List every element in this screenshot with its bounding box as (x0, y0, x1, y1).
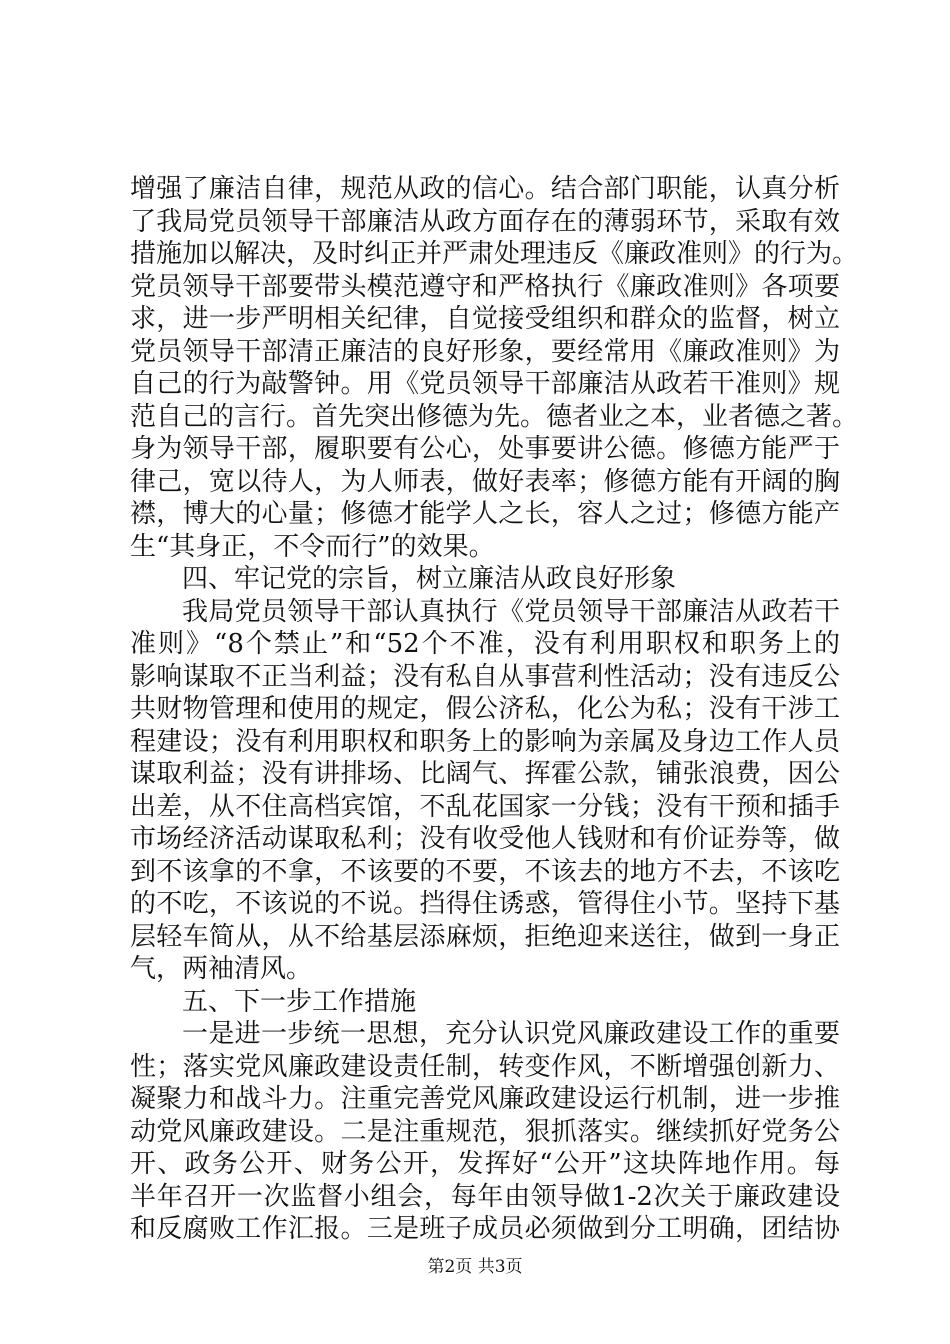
text-line: 的不吃，不该说的不说。挡得住诱惑，管得住小节。坚持下基 (130, 889, 840, 919)
text-line: 和反腐败工作汇报。三是班子成员必须做到分工明确，团结协 (130, 1214, 840, 1244)
text-line: 律己，宽以待人，为人师表，做好表率；修德方能有开阔的胸 (130, 466, 840, 497)
text-line: 党员领导干部清正廉洁的良好形象，要经常用《廉政准则》为 (130, 336, 840, 367)
text-line: 谋取利益；没有讲排场、比阔气、挥霍公款，铺张浪费，因公 (130, 759, 840, 789)
text-line: 凝聚力和战斗力。注重完善党风廉政建设运行机制，进一步推 (130, 1084, 840, 1114)
text-line: 求，进一步严明相关纪律，自觉接受组织和群众的监督，树立 (130, 304, 840, 334)
text-line: 了我局党员领导干部廉洁从政方面存在的薄弱环节，采取有效 (130, 206, 840, 237)
text-line: 气，两袖清风。 (130, 954, 313, 984)
paragraph-first-line: 我局党员领导干部认真执行《党员领导干部廉洁从政若干 (182, 596, 840, 627)
text-line: 生“其身正，不令而行”的效果。 (130, 531, 495, 562)
text-line: 影响谋取不正当利益；没有私自从事营利性活动；没有违反公 (130, 661, 840, 692)
text-line: 出差，从不住高档宾馆，不乱花国家一分钱；没有干预和插手 (130, 791, 840, 822)
paragraph-first-line: 一是进一步统一思想，充分认识党风廉政建设工作的重要 (182, 1019, 840, 1049)
text-line: 襟，博大的心量；修德才能学人之长，容人之过；修德方能产 (130, 499, 840, 529)
page-number-footer: 第2页 共3页 (427, 1257, 523, 1277)
text-line: 自己的行为敲警钟。用《党员领导干部廉洁从政若干准则》规 (130, 369, 840, 399)
text-line: 程建设；没有利用职权和职务上的影响为亲属及身边工作人员 (130, 726, 840, 757)
text-line: 共财物管理和使用的规定，假公济私，化公为私；没有干涉工 (130, 694, 840, 724)
text-line: 准则》“8个禁止”和“52个不准，没有利用职权和职务上的 (130, 629, 840, 659)
text-line: 开、政务公开、财务公开，发挥好“公开”这块阵地作用。每 (130, 1149, 840, 1179)
text-line: 性；落实党风廉政建设责任制，转变作风，不断增强创新力、 (130, 1051, 840, 1082)
text-line: 范自己的言行。首先突出修德为先。德者业之本，业者德之著。 (130, 401, 859, 432)
text-line: 增强了廉洁自律，规范从政的信心。结合部门职能，认真分析 (130, 174, 840, 204)
text-line: 半年召开一次监督小组会，每年由领导做1-2次关于廉政建设 (130, 1181, 840, 1212)
text-line: 到不该拿的不拿，不该要的不要，不该去的地方不去，不该吃 (130, 856, 840, 887)
text-line: 身为领导干部，履职要有公心，处事要讲公德。修德方能严于 (130, 434, 840, 464)
section-heading: 五、下一步工作措施 (182, 986, 417, 1017)
body-text (130, 173, 859, 1246)
text-line: 措施加以解决，及时纠正并严肃处理违反《廉政准则》的行为。 (130, 239, 859, 269)
text-line: 动党风廉政建设。二是注重规范，狠抓落实。继续抓好党务公 (130, 1116, 840, 1147)
section-heading: 四、牢记党的宗旨，树立廉洁从政良好形象 (182, 564, 677, 594)
text-line: 层轻车简从，从不给基层添麻烦，拒绝迎来送往，做到一身正 (130, 921, 840, 952)
text-line: 党员领导干部要带头模范遵守和严格执行《廉政准则》各项要 (130, 271, 840, 302)
text-line: 市场经济活动谋取私利；没有收受他人钱财和有价证券等，做 (130, 824, 840, 854)
